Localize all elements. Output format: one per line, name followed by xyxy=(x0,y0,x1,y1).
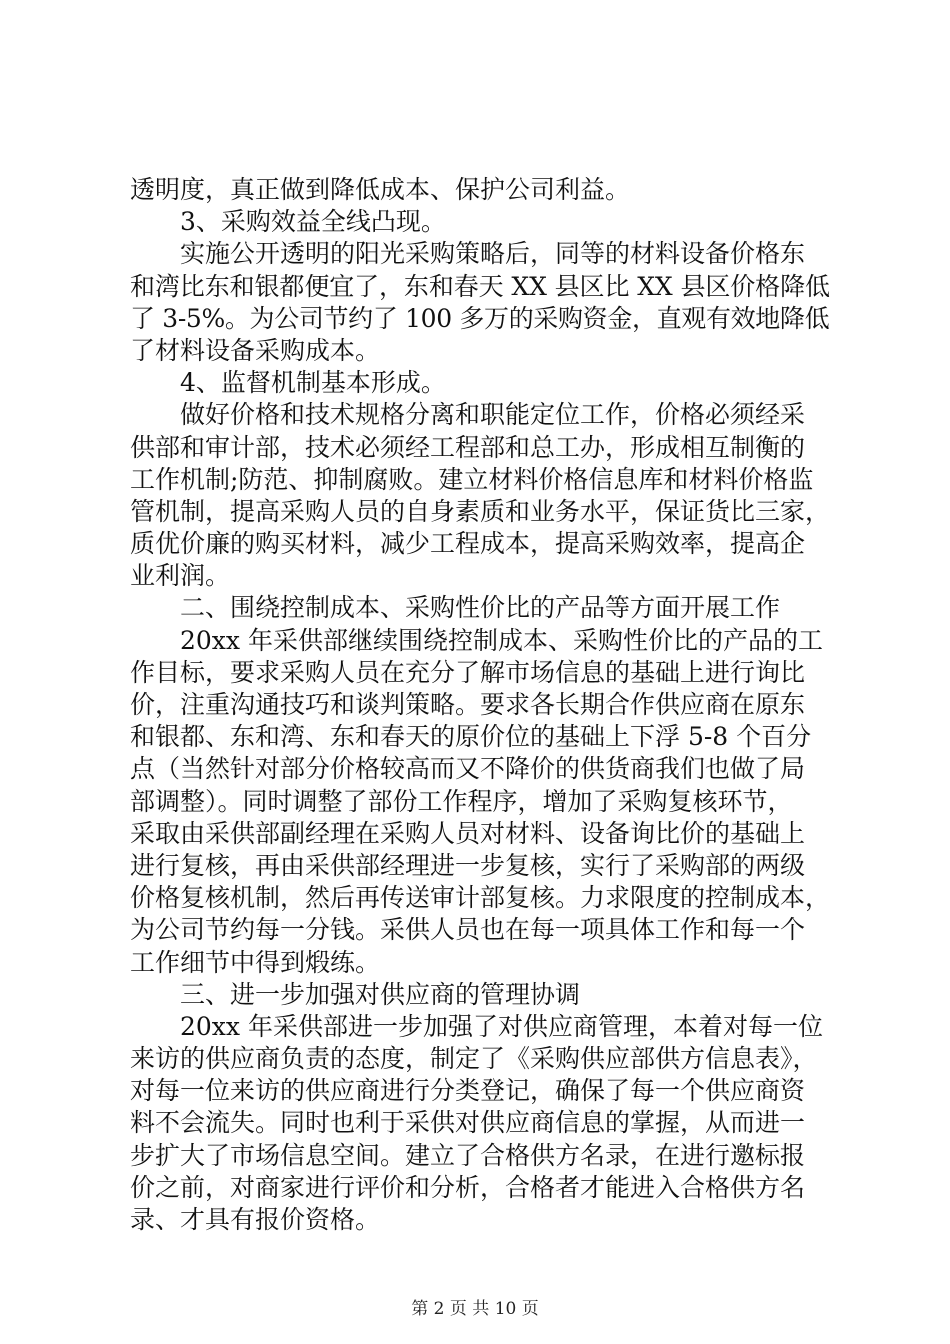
text-line: 工作机制;防范、抑制腐败。建立材料价格信息库和材料价格监 xyxy=(130,464,814,494)
document-body xyxy=(130,174,830,1236)
text-line: 20xx 年采供部进一步加强了对供应商管理，本着对每一位 xyxy=(130,1011,823,1041)
text-line: 来访的供应商负责的态度，制定了《采购供应部供方信息表》， xyxy=(130,1044,818,1074)
text-line: 了 3-5%。为公司节约了 100 多万的采购资金，直观有效地降低 xyxy=(130,303,830,333)
text-line: 供部和审计部，技术必须经工程部和总工办，形成相互制衡的 xyxy=(130,432,806,462)
text-line: 20xx 年采供部继续围绕控制成本、采购性价比的产品的工 xyxy=(130,625,823,655)
text-line: 作目标，要求采购人员在充分了解市场信息的基础上进行询比 xyxy=(130,657,806,687)
text-line: 部调整）。同时调整了部份工作程序，增加了采购复核环节， xyxy=(130,786,793,816)
page-footer: 第 2 页 共 10 页 xyxy=(411,1299,539,1319)
text-line: 业利润。 xyxy=(130,561,231,591)
text-line: 管机制，提高采购人员的自身素质和业务水平，保证货比三家， xyxy=(130,496,831,526)
text-line: 质优价廉的购买材料，减少工程成本，提高采购效率，提高企 xyxy=(130,529,806,559)
text-line: 和银都、东和湾、东和春天的原价位的基础上下浮 5-8 个百分 xyxy=(130,722,812,752)
text-line: 步扩大了市场信息空间。建立了合格供方名录，在进行邀标报 xyxy=(130,1140,806,1170)
text-line: 二、围绕控制成本、采购性价比的产品等方面开展工作 xyxy=(130,593,781,623)
text-line: 4、监督机制基本形成。 xyxy=(130,368,446,398)
text-line: 工作细节中得到煅练。 xyxy=(130,947,381,977)
text-line: 价格复核机制，然后再传送审计部复核。力求限度的控制成本， xyxy=(130,883,831,913)
text-line: 3、采购效益全线凸现。 xyxy=(130,207,446,237)
text-line: 了材料设备采购成本。 xyxy=(130,335,381,365)
text-line: 对每一位来访的供应商进行分类登记，确保了每一个供应商资 xyxy=(130,1076,806,1106)
text-line: 料不会流失。同时也利于采供对供应商信息的掌握，从而进一 xyxy=(130,1108,806,1138)
text-line: 三、进一步加强对供应商的管理协调 xyxy=(130,979,581,1009)
text-line: 和湾比东和银都便宜了，东和春天 XX 县区比 XX 县区价格降低 xyxy=(130,271,830,301)
text-line: 为公司节约每一分钱。采供人员也在每一项具体工作和每一个 xyxy=(130,915,806,945)
text-line: 进行复核，再由采供部经理进一步复核，实行了采购部的两级 xyxy=(130,850,806,880)
text-line: 价，注重沟通技巧和谈判策略。要求各长期合作供应商在原东 xyxy=(130,690,806,719)
text-line: 做好价格和技术规格分离和职能定位工作，价格必须经采 xyxy=(130,400,806,430)
text-line: 实施公开透明的阳光采购策略后，同等的材料设备价格东 xyxy=(130,239,806,269)
text-line: 价之前，对商家进行评价和分析，合格者才能进入合格供方名 xyxy=(130,1172,806,1202)
text-line: 点（当然针对部分价格较高而又不降价的供货商我们也做了局 xyxy=(130,754,806,784)
text-line: 采取由采供部副经理在采购人员对材料、设备询比价的基础上 xyxy=(130,818,806,848)
text-line: 录、才具有报价资格。 xyxy=(130,1205,381,1234)
text-line: 透明度，真正做到降低成本、保护公司利益。 xyxy=(130,175,631,204)
